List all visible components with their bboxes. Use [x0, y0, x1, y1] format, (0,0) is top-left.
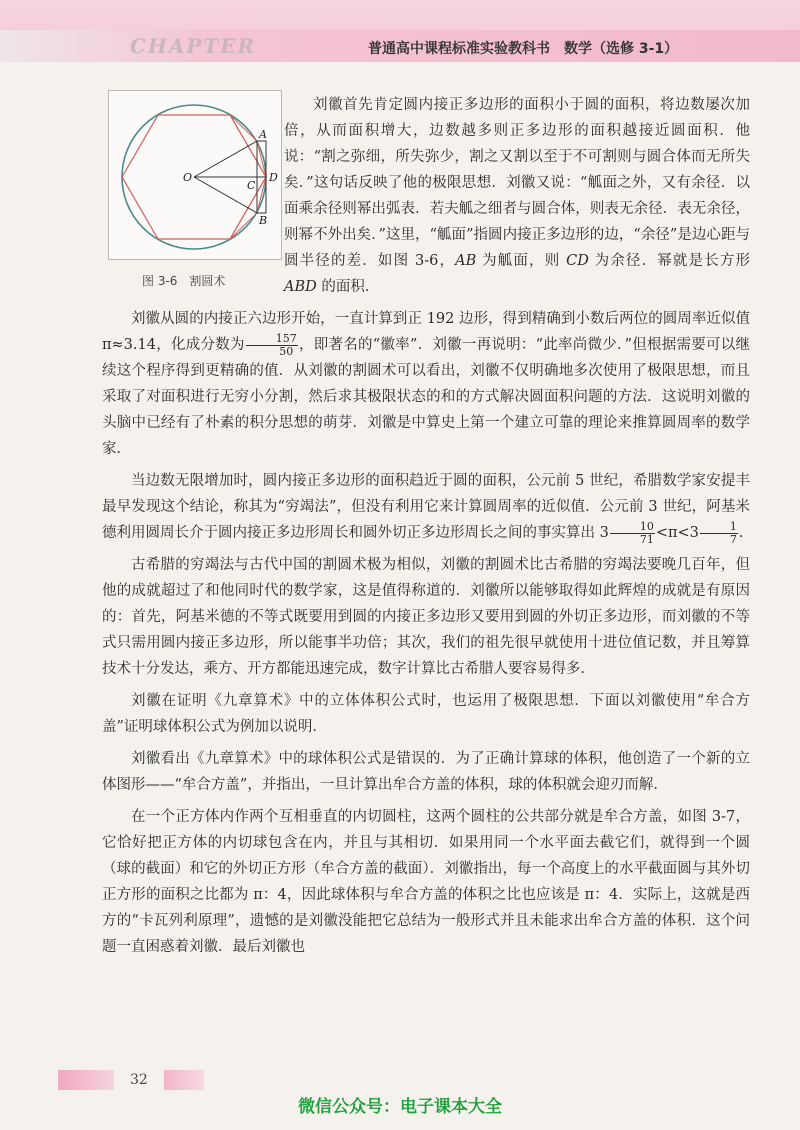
p3-text-a: 当边数无限增加时，圆内接正多边形的面积趋近于圆的面积，公元前 5 世纪，希腊数学家安提丰最早发现这个结论，称其为“穷竭法”，但没有利用它来计算圆周率的近似值．公元前 3 世纪，阿基米德利用圆周长介于圆内接正多边形周长和圆外切正多边形周长之间的事实算出 3	[102, 473, 750, 541]
p1-abd: ABD	[284, 279, 317, 295]
footer-bar-mid	[164, 1070, 204, 1090]
fraction-157-50	[246, 333, 298, 358]
p1-cd: CD	[566, 253, 589, 269]
fraction-denominator: 50	[279, 344, 294, 358]
page-number: 32	[130, 1072, 148, 1088]
p1-mid: 为觚面，则	[476, 253, 567, 269]
p2-text-b: ，即著名的“徽率”．刘徽一再说明：“此率尚微少．”但根据需要可以继续这个程序得到更精确的值．从刘徽的割圆术可以看出，刘徽不仅明确地多次使用了极限思想，而且采取了对面积进行无穷小分割，然后求其极限状态的和的方式解决圆面积问题的方法．这说明刘徽的头脑中已经有了朴素的积分思想的萌芽．刘徽是中算史上第一个建立可靠的理论来推算圆周率的数学家．	[102, 337, 751, 457]
fraction-denominator: 71	[639, 532, 654, 546]
chapter-label: CHAPTER	[130, 34, 257, 58]
paragraph-1	[284, 92, 750, 300]
p1-text: 刘徽首先肯定圆内接正多边形的面积小于圆的面积，将边数屡次加倍，从而面积增大，边数越多则正多边形的面积越接近圆面积．他说：“割之弥细，所失弥少，割之又割以至于不可割则与圆合体而无所失矣．”这句话反映了他的极限思想．刘徽又说：“觚面之外，又有余径．以面乘余径则幂出弧表．若夫觚之细者与圆合体，则表无余径．表无余径，则幂不外出矣．”这里，“觚面”指圆内接正多边形的边，“余径”是边心距与圆半径的差．如图 3-6，	[284, 97, 750, 269]
fraction-denominator: 7	[729, 532, 737, 546]
footer-bar-left	[58, 1070, 114, 1090]
fraction-numerator: 10	[610, 521, 655, 534]
watermark-text: 微信公众号：电子课本大全	[298, 1097, 502, 1117]
label-b: B	[259, 214, 268, 227]
running-title: 普通高中课程标准实验教科书 数学（选修 3-1）	[368, 41, 679, 57]
p1-end: 的面积．	[316, 279, 380, 295]
figure-caption: 图 3-6 割圆术	[142, 274, 226, 288]
paragraph-5: 刘徽在证明《九章算术》中的立体体积公式时，也运用了极限思想．下面以刘徽使用“牟合方盖”证明球体积公式为例加以说明．	[102, 693, 750, 735]
paragraph-3	[102, 468, 750, 546]
label-o: O	[183, 171, 193, 184]
label-a: A	[259, 128, 267, 141]
label-c: C	[247, 179, 256, 192]
p1-mid2: 为余径．幂就是长方形	[588, 253, 751, 269]
paragraph-7: 在一个正方体内作两个互相垂直的内切圆柱，这两个圆柱的公共部分就是牟合方盖，如图 3-7，它恰好把正方体的内切球包含在内，并且与其相切．如果用同一个水平面去截它们，就得到一个圆（球的截面）和它的外切正方形（牟合方盖的截面）．刘徽指出，每一个高度上的水平截面圆与其外切正方形的面积之比都为 π：4，因此球体积与牟合方盖的体积之比也应该是 π：4．实际上，这就是西方的“卡瓦列利原理”，遗憾的是刘徽没能把它总结为一般形式并且未能求出牟合方盖的体积．这个问题一直困惑着刘徽．最后刘徽也	[102, 809, 750, 955]
label-d: D	[269, 171, 278, 184]
paragraph-4: 古希腊的穷竭法与古代中国的割圆术极为相似，刘徽的割圆术比古希腊的穷竭法要晚几百年，但他的成就超过了和他同时代的数学家，这是值得称道的．刘徽所以能够取得如此辉煌的成就是有原因的：首先，阿基米德的不等式既要用到圆的内接正多边形又要用到圆的外切正多边形，而刘徽的不等式只需用圆内接正多边形，所以能事半功倍；其次，我们的祖先很早就使用十进位值记数，并且筹算技术十分发达，乘方、开方都能迅速完成，数字计算比古希腊人要容易得多．	[102, 557, 750, 677]
paragraph-2	[102, 306, 750, 462]
page-header	[0, 0, 800, 62]
fraction-1-7	[700, 521, 738, 546]
p3-end: .	[738, 525, 744, 541]
p2-text-a: 刘徽从圆的内接正六边形开始，一直计算到正 192 边形，得到精确到小数后两位的圆周率近似值 π≈3.14，化成分数为	[102, 311, 750, 353]
fraction-10-71	[610, 521, 655, 546]
fraction-numerator: 157	[246, 333, 298, 346]
body-text	[102, 92, 750, 966]
p1-ab: AB	[455, 253, 477, 269]
p3-inequality: <π<3	[655, 525, 699, 541]
paragraph-6: 刘徽看出《九章算术》中的球体积公式是错误的．为了正确计算球的体积，他创造了一个新的立体图形——“牟合方盖”，并指出，一旦计算出牟合方盖的体积，球的体积就会迎刃而解．	[102, 751, 750, 793]
fraction-numerator: 1	[700, 521, 738, 534]
